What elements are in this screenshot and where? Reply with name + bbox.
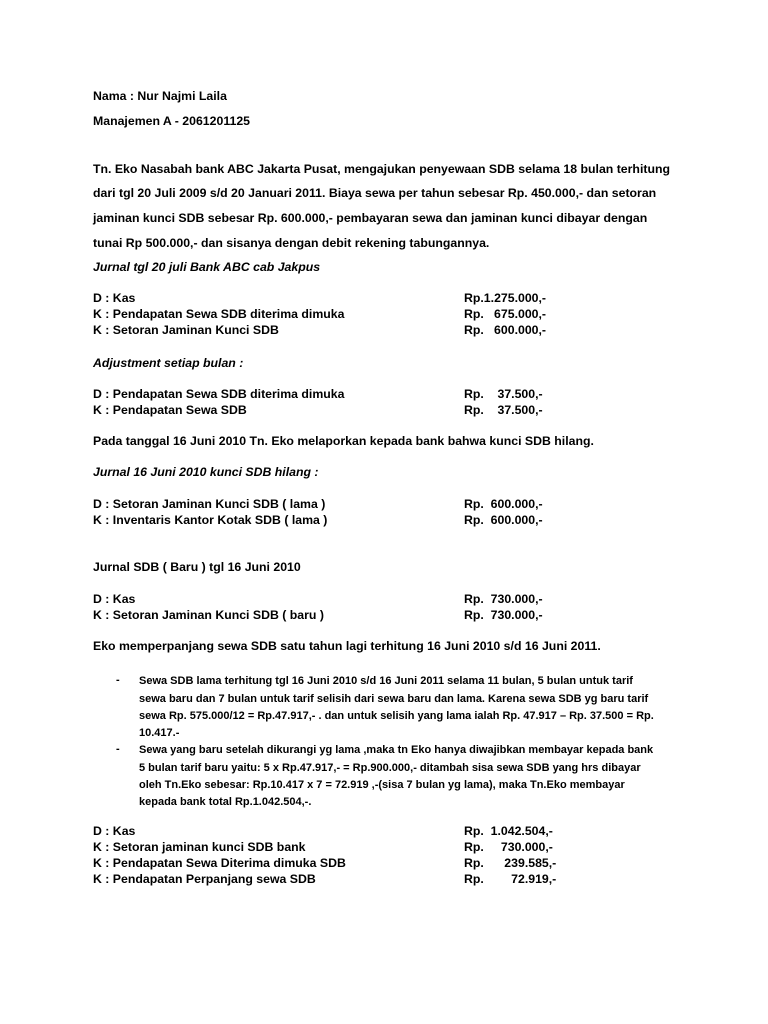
bullet-line: 5 bulan tarif baru yaitu: 5 x Rp.47.917,- = Rp.900.000,- ditambah sisa sewa SDB yang hrs dibayar [139, 762, 641, 774]
journal-account: K : Setoran Jaminan Kunci SDB [93, 323, 279, 337]
intro-line: tunai Rp 500.000,- dan sisanya dengan debit rekening tabungannya. [93, 236, 490, 250]
journal-amount: Rp. 239.585,- [464, 856, 557, 870]
journal-account: D : Kas [93, 592, 136, 606]
bullet-line: 10.417.- [139, 727, 180, 739]
journal-account: K : Pendapatan Sewa SDB diterima dimuka [93, 307, 345, 321]
bullet-line: Sewa SDB lama terhitung tgl 16 Juni 2010 s/d 16 Juni 2011 selama 11 bulan, 5 bulan untuk tarif [139, 675, 633, 687]
intro-line: Tn. Eko Nasabah bank ABC Jakarta Pusat, mengajukan penyewaan SDB selama 18 bulan terhitung [93, 162, 670, 176]
journal-account: K : Inventaris Kantor Kotak SDB ( lama ) [93, 513, 328, 527]
journal-title: Jurnal tgl 20 juli Bank ABC cab Jakpus [93, 260, 321, 274]
journal-amount: Rp. 730.000,- [464, 608, 543, 622]
bullet-line: sewa baru dan 7 bulan untuk tarif selisih dari sewa baru dan lama. Karena sewa SDB yg baru tarif [139, 693, 649, 705]
journal-account: D : Kas [93, 824, 136, 838]
extension-note: Eko memperpanjang sewa SDB satu tahun lagi terhitung 16 Juni 2010 s/d 16 Juni 2011. [93, 639, 601, 653]
journal-amount: Rp. 37.500,- [464, 387, 543, 401]
journal-amount: Rp. 730.000,- [464, 592, 543, 606]
journal-amount: Rp. 600.000,- [464, 513, 543, 527]
bullet-dash: - [116, 674, 120, 686]
journal-amount: Rp. 1.042.504,- [464, 824, 553, 838]
journal-account: K : Setoran jaminan kunci SDB bank [93, 840, 306, 854]
bullet-dash: - [116, 743, 120, 755]
journal-account: D : Setoran Jaminan Kunci SDB ( lama ) [93, 497, 326, 511]
journal-account: K : Pendapatan Perpanjang sewa SDB [93, 872, 316, 886]
journal-amount: Rp. 675.000,- [464, 307, 547, 321]
journal-account: K : Pendapatan Sewa SDB [93, 403, 247, 417]
student-class: Manajemen A - 2061201125 [93, 114, 250, 128]
journal-title: Jurnal 16 Juni 2010 kunci SDB hilang : [93, 465, 319, 479]
bullet-line: sewa Rp. 575.000/12 = Rp.47.917,- . dan untuk selisih yang lama ialah Rp. 47.917 – Rp. 37.500 = Rp. [139, 710, 654, 722]
journal-amount: Rp. 37.500,- [464, 403, 543, 417]
journal-account: D : Pendapatan Sewa SDB diterima dimuka [93, 387, 345, 401]
intro-line: dari tgl 20 Juli 2009 s/d 20 Januari 2011. Biaya sewa per tahun sebesar Rp. 450.000,- dan setoran [93, 186, 657, 200]
journal-amount: Rp. 730.000,- [464, 840, 553, 854]
journal-title: Jurnal SDB ( Baru ) tgl 16 Juni 2010 [93, 560, 301, 574]
bullet-line: kepada bank total Rp.1.042.504,-. [139, 796, 312, 808]
bullet-line: Sewa yang baru setelah dikurangi yg lama ,maka tn Eko hanya diwajibkan membayar kepada bank [139, 744, 654, 756]
bullet-line: oleh Tn.Eko sebesar: Rp.10.417 x 7 = 72.919 ,-(sisa 7 bulan yg lama), maka Tn.Eko membayar [139, 779, 625, 791]
journal-account: K : Setoran Jaminan Kunci SDB ( baru ) [93, 608, 324, 622]
journal-amount: Rp.1.275.000,- [464, 291, 547, 305]
intro-line: jaminan kunci SDB sebesar Rp. 600.000,- pembayaran sewa dan jaminan kunci dibayar dengan [93, 211, 648, 225]
journal-amount: Rp. 600.000,- [464, 323, 547, 337]
adjustment-title: Adjustment setiap bulan : [93, 356, 244, 370]
journal-account: D : Kas [93, 291, 136, 305]
journal-account: K : Pendapatan Sewa Diterima dimuka SDB [93, 856, 346, 870]
lost-key-note: Pada tanggal 16 Juni 2010 Tn. Eko melaporkan kepada bank bahwa kunci SDB hilang. [93, 434, 594, 448]
journal-amount: Rp. 72.919,- [464, 872, 557, 886]
journal-amount: Rp. 600.000,- [464, 497, 543, 511]
student-name: Nama : Nur Najmi Laila [93, 89, 227, 103]
